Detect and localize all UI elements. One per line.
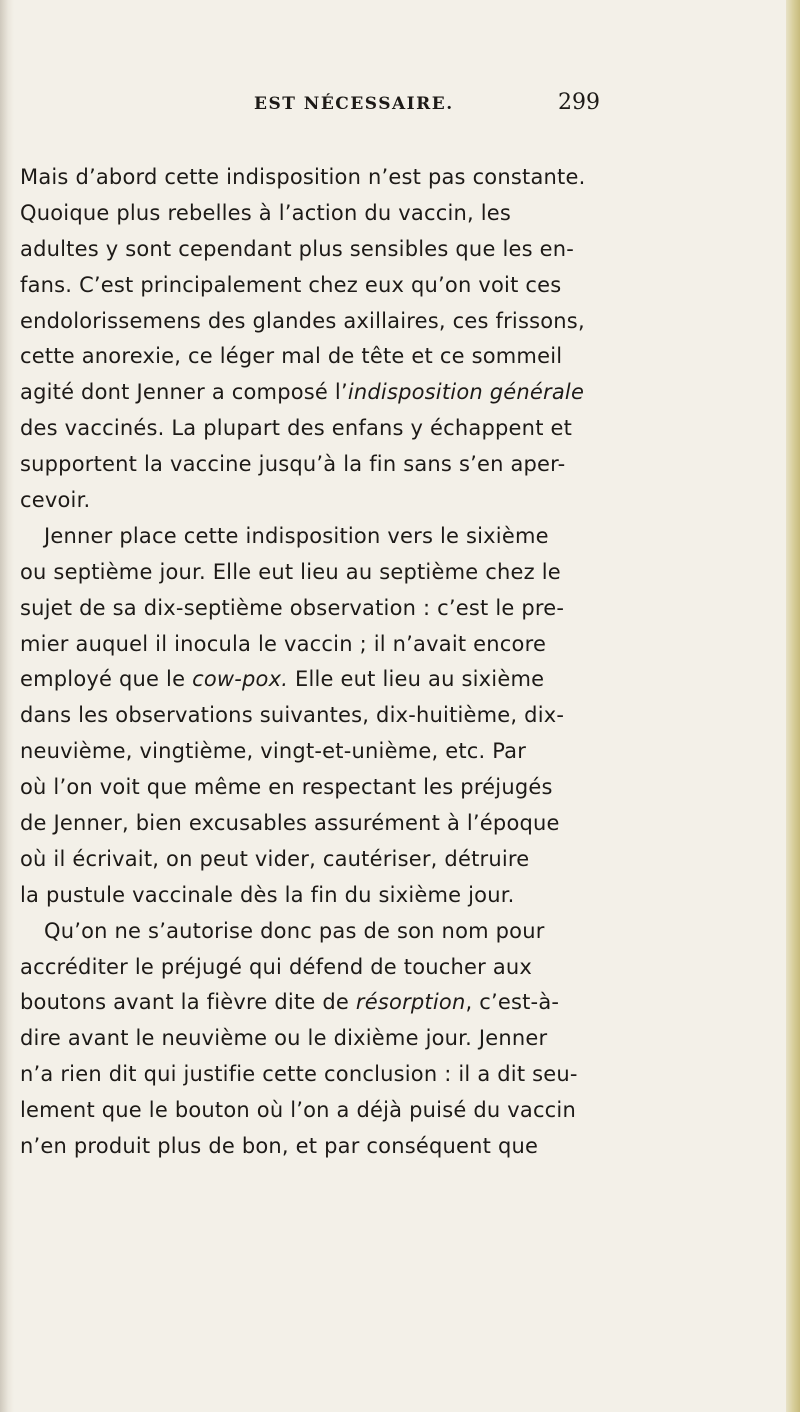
text-segment: endolorissemens des glandes axillaires, ces frissons, — [20, 308, 585, 333]
text-line — [20, 447, 758, 483]
text-line — [20, 519, 758, 555]
text-segment: , c’est-à- — [465, 990, 560, 1015]
text-segment: sujet de sa dix-septième observation : c’est le pre- — [20, 595, 565, 620]
text-line — [20, 196, 758, 232]
text-segment: Mais d’abord cette indisposition n’est pas constante. — [20, 165, 586, 189]
text-line — [20, 627, 758, 663]
text-line — [20, 770, 758, 806]
text-segment: n’en produit plus de bon, et par conséquent que — [20, 1134, 539, 1159]
text-segment: fans. C’est principalement chez eux qu’on voit ces — [20, 272, 562, 297]
text-line — [20, 411, 758, 447]
text-segment: lement que le bouton où l’on a déjà puisé du vaccin — [20, 1098, 576, 1123]
text-line — [20, 483, 758, 519]
text-segment: dans les observations suivantes, dix-huitième, dix- — [20, 703, 565, 728]
text-line — [20, 591, 758, 627]
text-line — [20, 950, 758, 986]
left-page-gutter — [0, 0, 14, 1412]
text-line — [20, 1057, 758, 1093]
text-segment: Qu’on ne s’autorise donc pas de son nom pour — [44, 918, 545, 943]
text-segment: boutons avant la fièvre dite de — [20, 990, 356, 1015]
text-line — [20, 1021, 758, 1057]
text-line — [20, 268, 758, 304]
text-line — [20, 339, 758, 375]
text-segment: Jenner place cette indisposition vers le sixième — [44, 523, 549, 548]
text-line — [20, 375, 758, 411]
text-segment: la pustule vaccinale dès la fin du sixième jour. — [20, 882, 515, 907]
text-line — [20, 842, 758, 878]
text-line — [20, 914, 758, 950]
text-line — [20, 878, 758, 914]
body-text — [20, 160, 758, 1165]
text-line — [20, 806, 758, 842]
text-line — [20, 1129, 758, 1165]
text-segment: des vaccinés. La plupart des enfans y échappent et — [20, 416, 573, 441]
italic-text: résorption — [355, 990, 466, 1015]
italic-text: cow-pox. — [192, 667, 289, 692]
text-line — [20, 662, 758, 698]
text-segment: où l’on voit que même en respectant les préjugés — [20, 775, 553, 800]
page-header — [240, 90, 600, 130]
text-line — [20, 232, 758, 268]
text-segment: accréditer le préjugé qui défend de toucher aux — [20, 954, 533, 979]
right-page-edge — [786, 0, 800, 1412]
text-segment: de Jenner, bien excusables assurément à l’époque — [20, 811, 560, 836]
page-number: 299 — [558, 90, 600, 115]
text-segment: employé que le — [20, 667, 193, 692]
text-line — [20, 985, 758, 1021]
text-line — [20, 1093, 758, 1129]
text-line — [20, 698, 758, 734]
text-segment: agité dont Jenner a composé l’ — [20, 380, 348, 405]
text-segment: Elle eut lieu au sixième — [288, 667, 545, 692]
text-segment: dire avant le neuvième ou le dixième jour. Jenner — [20, 1026, 548, 1051]
text-segment: mier auquel il inocula le vaccin ; il n’avait encore — [20, 631, 547, 656]
text-segment: ou septième jour. Elle eut lieu au septième chez le — [20, 559, 561, 584]
italic-text: indisposition générale — [347, 380, 585, 405]
text-line — [20, 160, 758, 196]
text-segment: cevoir. — [20, 488, 91, 513]
text-segment: Quoique plus rebelles à l’action du vaccin, les — [20, 200, 512, 225]
text-segment: neuvième, vingtième, vingt-et-unième, etc. Par — [20, 739, 527, 764]
running-title: EST NÉCESSAIRE. — [254, 94, 454, 114]
text-segment: n’a rien dit qui justifie cette conclusion : il a dit seu- — [20, 1062, 578, 1087]
text-line — [20, 734, 758, 770]
text-segment: supportent la vaccine jusqu’à la fin sans s’en aper- — [20, 452, 566, 477]
text-segment: adultes y sont cependant plus sensibles que les en- — [20, 236, 575, 261]
text-segment: cette anorexie, ce léger mal de tête et ce sommeil — [20, 344, 563, 369]
text-segment: où il écrivait, on peut vider, cautériser, détruire — [20, 846, 530, 871]
text-line — [20, 304, 758, 340]
text-line — [20, 555, 758, 591]
